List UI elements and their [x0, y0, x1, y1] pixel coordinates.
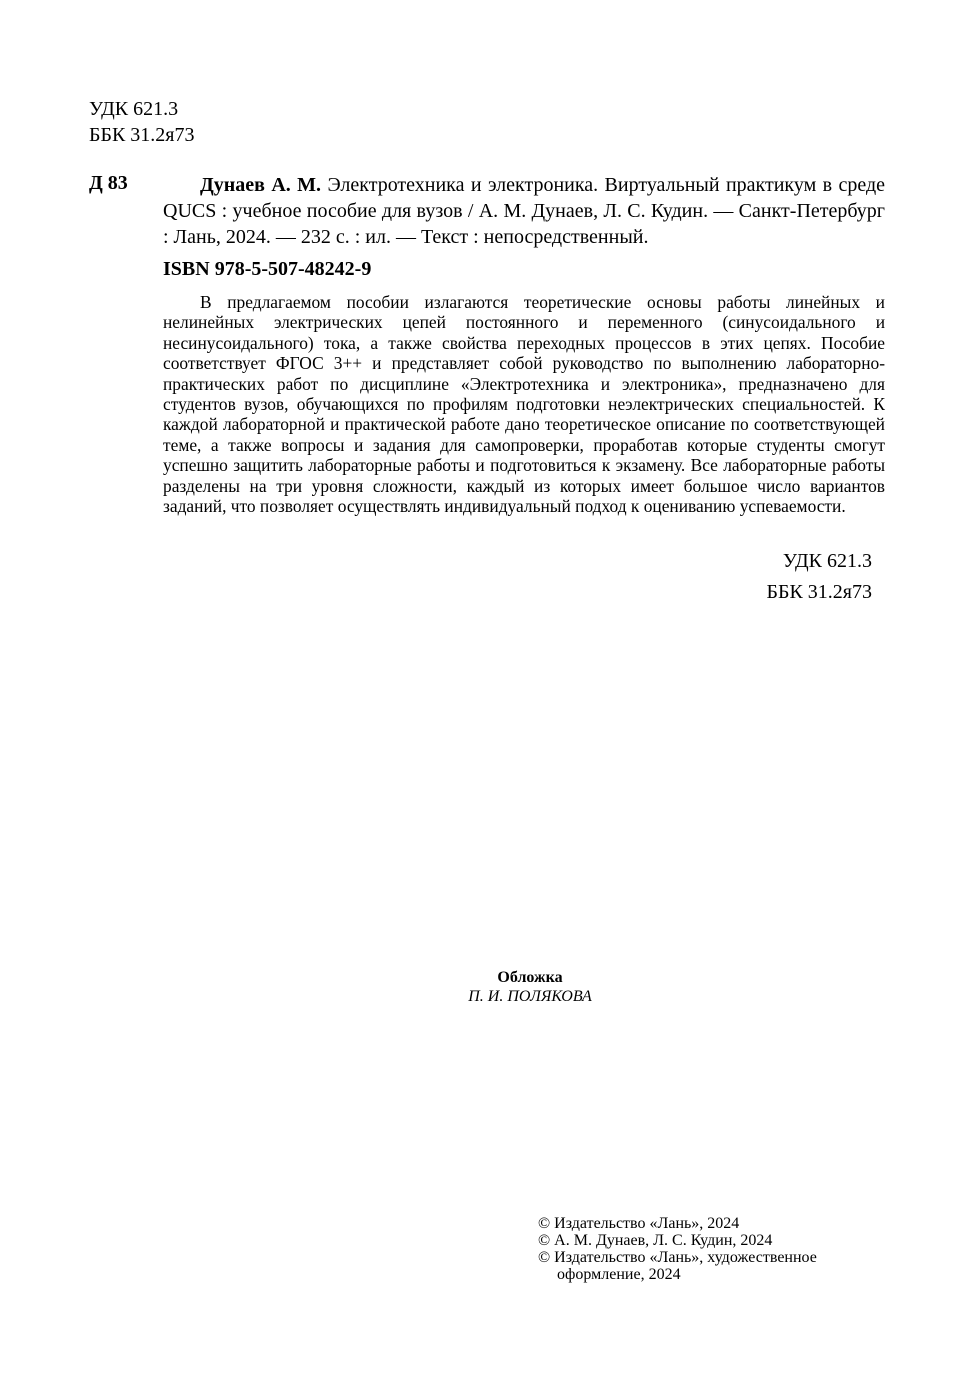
copyright-line: © Издательство «Лань», художественное оформление, 2024 [538, 1249, 817, 1283]
citation-author: Дунаев А. М. [200, 174, 322, 196]
udk-code-bottom: УДК 621.3 [782, 550, 872, 572]
cover-designer: П. И. ПОЛЯКОВА [468, 988, 592, 1005]
isbn: ISBN 978-5-507-48242-9 [163, 258, 372, 280]
cover-credit [380, 968, 680, 1006]
bottom-classification-codes [700, 546, 872, 608]
cover-heading: Обложка [497, 969, 563, 986]
library-code: Д 83 [89, 172, 128, 194]
top-classification-codes [89, 96, 195, 148]
copyright-line: © Издательство «Лань», 2024 [538, 1215, 740, 1232]
bbk-code: ББК 31.2я73 [89, 124, 195, 146]
udk-code: УДК 621.3 [89, 98, 179, 120]
bbk-code-bottom: ББК 31.2я73 [766, 581, 872, 603]
copyright-line: © А. М. Дунаев, Л. С. Кудин, 2024 [538, 1232, 773, 1249]
bibliographic-citation [163, 172, 885, 250]
abstract-paragraph: В предлагаемом пособии излагаются теоретические основы работы линейных и нелинейных электрических цепей постоянного и переменного (синусоидального и несинусоидального) тока, а также свойства переходных процессов в этих цепях. Пособие соответствует ФГОС 3++ и представляет собой руководство по выполнению лабораторно-практических работ по дисциплине «Электротехника и электроника», предназначено для студентов вузов, обучающихся по профилям подготовки неэлектрических специальностей. К каждой лабораторной и практической работе дано теоретическое описание по соответствующей теме, а также вопросы и задания для самопроверки, проработав которые студенты смогут успешно защитить лабораторные работы и подготовиться к экзамену. Все лабораторные работы разделены на три уровня сложности, каждый из которых имеет большое число вариантов заданий, что позволяет осуществлять индивидуальный подход к оцениванию успеваемости. [163, 292, 885, 517]
citation-text: Электротехника и электроника. Виртуальный практикум в среде QUCS : учебное пособие для вузов / А. М. Дунаев, Л. С. Кудин. — Санкт-Петербург : Лань, 2024. — 232 с. : ил. — Текст : непосредственный. [163, 174, 886, 248]
copyright-block [538, 1215, 868, 1283]
